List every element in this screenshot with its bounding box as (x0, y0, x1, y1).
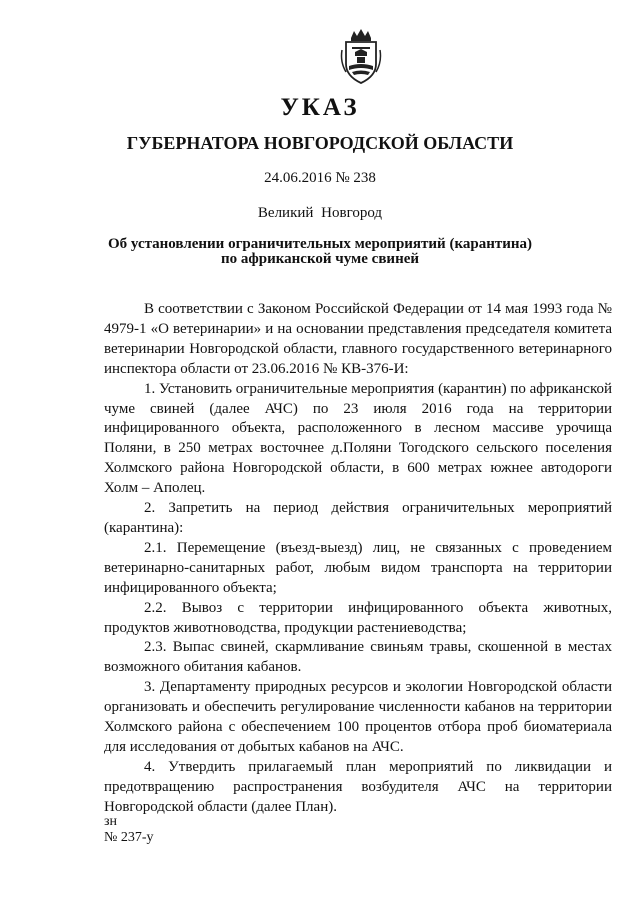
heading-line: Об установлении ограничительных мероприятий (карантина) (107, 236, 532, 252)
date-number: 24.06.2016 № 238 (264, 170, 376, 186)
paragraph-2-2: 2.2. Вывоз с территории инфицированного объекта животных, продуктов животноводства, продукции растениеводства; (104, 599, 612, 636)
document-heading (80, 237, 560, 267)
coat-of-arms-icon (337, 28, 385, 86)
preamble-paragraph: В соответствии с Законом Российской Федерации от 14 мая 1993 года № 4979-1 «О ветеринарии» и на основании представления председателя комитета ветеринарии Новгородской области, главного государственного ветеринарного инспектора области от 23.06.2016 № КВ-376-И: (104, 301, 612, 377)
paragraph-3: 3. Департаменту природных ресурсов и экологии Новгородской области организовать и обеспечить регулирование численности кабанов на территории Холмского района с обеспечением 100 процентов отбора проб биоматериала для исследования от добытых кабанов на АЧС. (104, 679, 612, 755)
document-title: УКАЗ (280, 94, 360, 121)
paragraph-2: 2. Запретить на период действия ограничительных мероприятий (карантина): (104, 500, 612, 536)
document-subtitle: ГУБЕРНАТОРА НОВГОРОДСКОЙ ОБЛАСТИ (126, 133, 514, 153)
footer-reference (104, 814, 154, 846)
footer-initials: зн (104, 814, 118, 829)
paragraph-2-1: 2.1. Перемещение (въезд-выезд) лиц, не связанных с проведением ветеринарно-санитарных работ, любым видом транспорта на территории инфицированного объекта; (104, 539, 612, 596)
city-name: Великий Новгород (257, 205, 383, 221)
paragraph-2-3: 2.3. Выпас свиней, скармливание свиньям травы, скошенной в местах возможного обитания кабанов. (104, 639, 612, 676)
footer-ref-number: № 237-у (104, 830, 154, 845)
document-body (104, 300, 612, 818)
paragraph-1: 1. Установить ограничительные мероприятия (карантин) по африканской чуме свиней (далее АЧС) по 23 июля 2016 года на территории инфицированного объекта, расположенного в лесном массиве урочища Поляни, в 250 метрах восточнее д.Поляни Тогодского сельского поселения Холмского района Новгородской области, в 600 метрах южнее автодороги Холм – Аполец. (104, 380, 612, 497)
heading-line: по африканской чуме свиней (220, 251, 420, 267)
paragraph-4: 4. Утвердить прилагаемый план мероприятий по ликвидации и предотвращению распространения возбудителя АЧС на территории Новгородской области (далее План). (104, 758, 612, 815)
